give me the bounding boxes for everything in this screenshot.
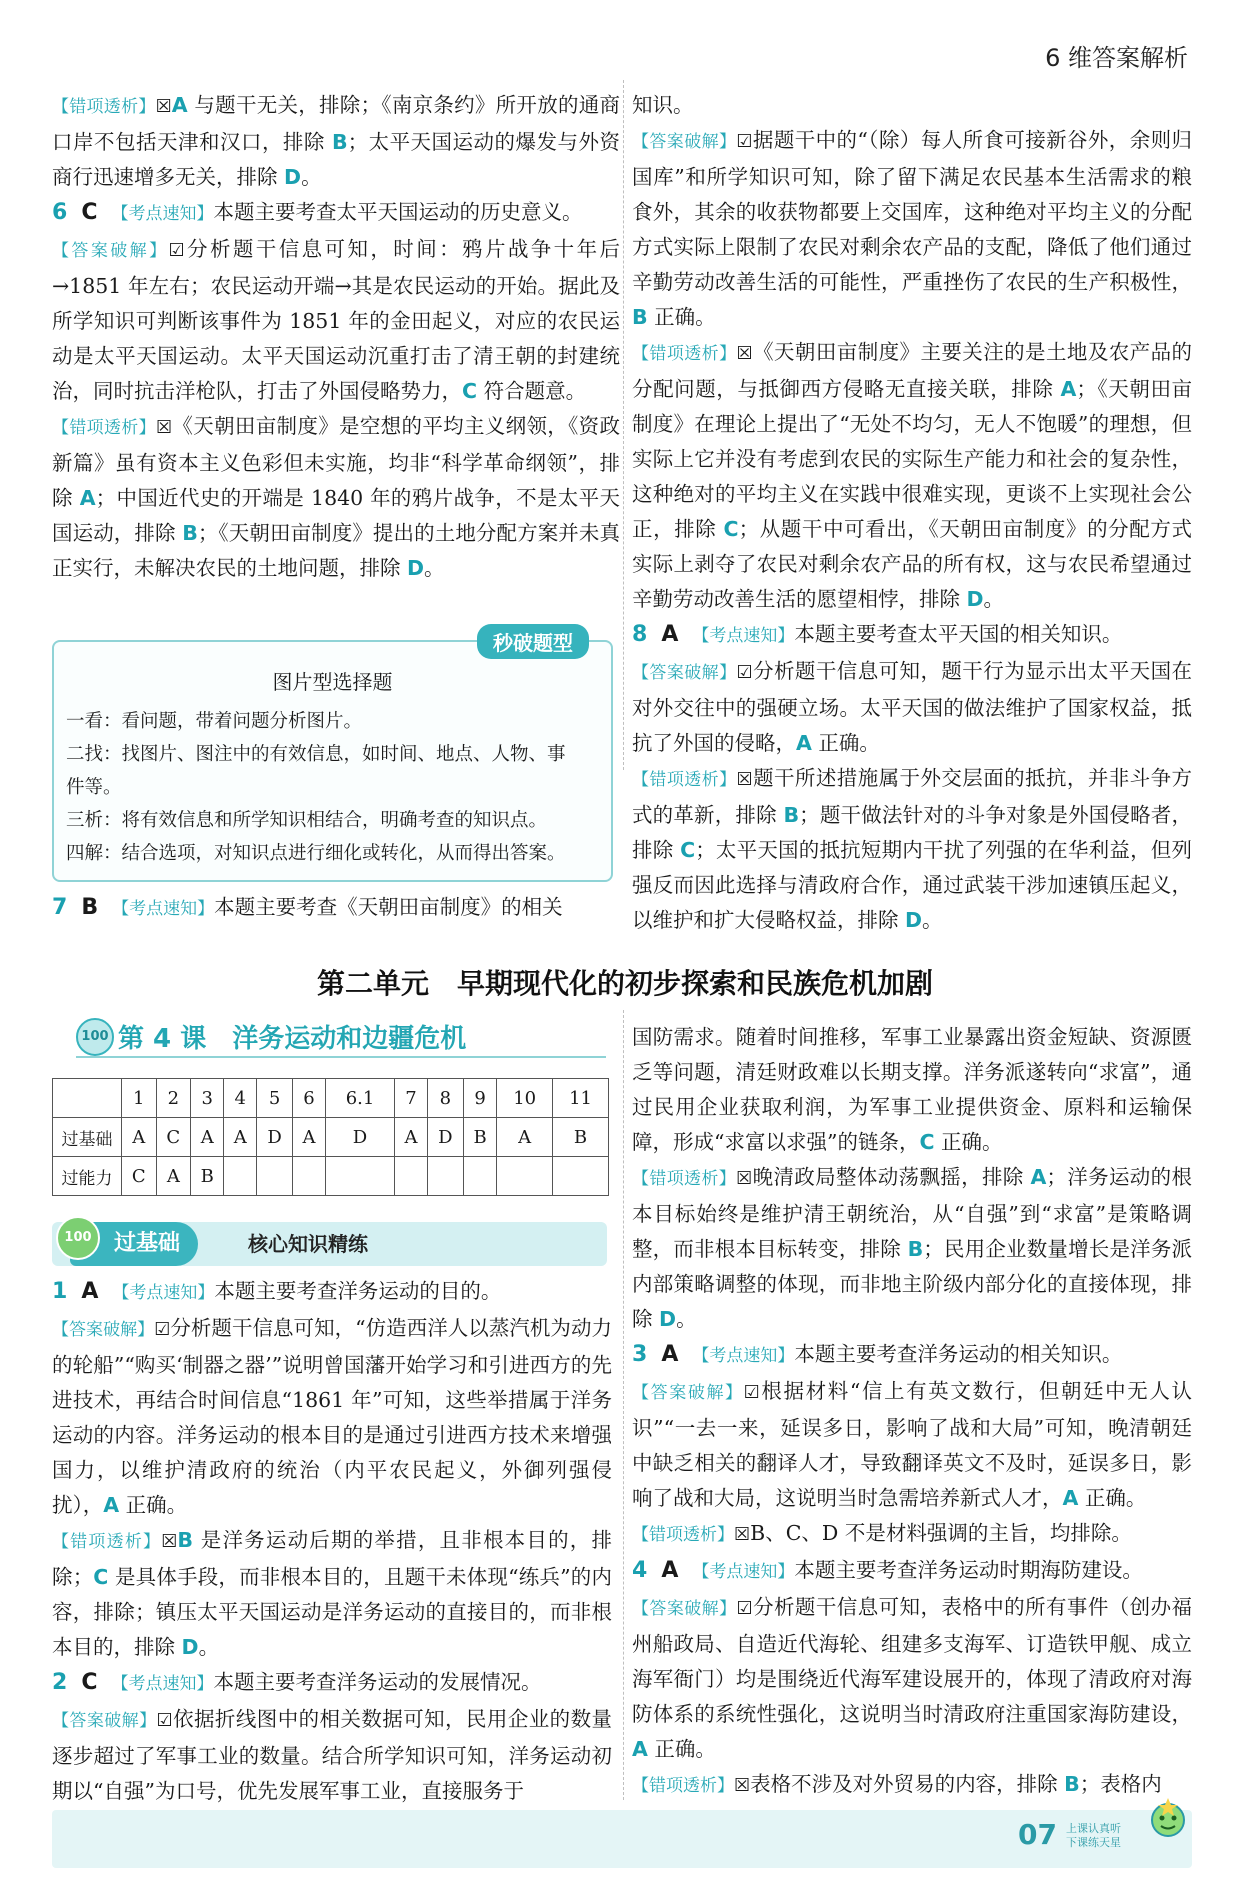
question-number: 2 <box>52 1670 68 1695</box>
q7-continuation: 知识。 <box>632 93 694 117</box>
question-number: 6 <box>52 200 68 225</box>
section-icon: 100 <box>56 1216 100 1260</box>
mascot-icon <box>1146 1796 1190 1840</box>
q5-wrong-analysis: 【错项透析】☒A 与题干无关，排除；《南京条约》所开放的通商口岸不包括天津和汉口，排除 B；太平天国运动的爆发与外资商行迅速增多无关，排除 D。 <box>52 93 621 189</box>
q2-header: 2 C 【考点速知】本题主要考查洋务运动的发展情况。 <box>52 1670 542 1695</box>
table-row <box>53 1157 609 1196</box>
lesson-icon: 100 <box>76 1018 114 1056</box>
question-answer: C <box>81 1670 98 1695</box>
wrong-analysis-tag: 【错项透析】 <box>52 97 156 117</box>
question-number: 7 <box>52 895 68 920</box>
tip-line: 一看：看问题，带着问题分析图片。 <box>66 711 363 732</box>
column-divider <box>623 1010 624 1800</box>
left-column-top <box>52 88 620 586</box>
table-header-cell <box>53 1079 122 1118</box>
cross-icon: ☒ <box>155 96 172 117</box>
wrong-analysis-tag: 【错项透析】 <box>52 1532 162 1552</box>
table-cell: D <box>427 1118 463 1157</box>
check-icon: ☑ <box>156 1710 173 1731</box>
answer-analysis-tag: 【答案破解】 <box>52 1320 155 1340</box>
table-cell: A <box>497 1118 553 1157</box>
footer-slogan: 上课认真听 下课练天星 <box>1066 1822 1121 1849</box>
table-cell: B <box>191 1157 224 1196</box>
table-header-cell: 5 <box>257 1079 293 1118</box>
table-cell: A <box>122 1118 157 1157</box>
table-header-cell: 4 <box>224 1079 257 1118</box>
q7-header: 7 B 【考点速知】本题主要考查《天朝田亩制度》的相关 <box>52 895 563 920</box>
table-cell: A <box>156 1157 191 1196</box>
question-answer: A <box>661 1558 679 1583</box>
tip-line: 件等。 <box>66 777 122 798</box>
table-header-cell: 6.1 <box>325 1079 394 1118</box>
q7-wrong-analysis: 【错项透析】☒《天朝田亩制度》主要关注的是土地及农产品的分配问题，与抵御西方侵略无直接关联，排除 A；《天朝田亩制度》在理论上提出了“无处不均匀，无人不饱暖”的理想，但实际上它并没有考虑到农民的实际生产能力和社会的复杂性，这种绝对的平均主义在实践中很难实现，更谈不上实现社会公正，排除 C；从题干中可看出，《天朝田亩制度》的分配方式实际上剥夺了农民对剩余农产品的所有权，这与农民希望通过辛勤劳动改善生活的愿望相悖，排除 D。 <box>632 340 1193 611</box>
q2-wrong-analysis: 【错项透析】☒晚清政局整体动荡飘摇，排除 A；洋务运动的根本目标始终是维护清王朝统治，从“自强”到“求富”是策略调整，而非根本目标转变，排除 B；民用企业数量增长是洋务派内部策略调整的体现，而非地主阶级内部分化的直接体现，排除 D。 <box>632 1165 1193 1331</box>
q4-wrong-analysis: 【错项透析】☒表格不涉及对外贸易的内容，排除 B；表格内 <box>632 1772 1162 1796</box>
table-row-label: 过能力 <box>53 1157 122 1196</box>
table-header-cell: 11 <box>553 1079 609 1118</box>
question-number: 4 <box>632 1558 648 1583</box>
q1-answer-analysis: 【答案破解】☑分析题干信息可知，“仿造西洋人以蒸汽机为动力的轮船”“购买‘制器之器’”说明曾国藩开始学习和引进西方的先进技术，再结合时间信息“1861 年”可知，这些举措属于洋务运动的内容。洋务运动的根本目的是通过引进西方技术来增强国力，以维护清政府的统治（内平农民起义，外御列强侵扰），A 正确。 <box>52 1316 612 1517</box>
table-cell <box>224 1157 257 1196</box>
check-icon: ☑ <box>736 1598 753 1619</box>
right-column-bottom <box>632 1020 1192 1804</box>
section-subtitle: 核心知识精练 <box>248 1232 368 1256</box>
tip-title: 图片型选择题 <box>272 670 393 694</box>
tip-line: 四解：结合选项，对知识点进行细化或转化，从而得出答案。 <box>66 843 566 864</box>
key-point-tag: 【考点速知】 <box>692 1562 795 1582</box>
check-icon: ☑ <box>736 662 753 683</box>
table-header-row <box>53 1079 609 1118</box>
table-cell: B <box>553 1118 609 1157</box>
cross-icon: ☒ <box>161 1531 178 1552</box>
q7-answer-analysis: 【答案破解】☑据题干中的“（除）每人所食可接新谷外，余则归国库”和所学知识可知，除了留下满足农民基本生活需求的粮食外，其余的收获物都要上交国库，这种绝对平均主义的分配方式实际上限制了农民对剩余农产品的支配，降低了他们通过辛勤劳动改善生活的可能性，严重挫伤了农民的生产积极性，B 正确。 <box>632 128 1193 329</box>
table-header-cell: 6 <box>293 1079 326 1118</box>
cross-icon: ☒ <box>736 1168 753 1189</box>
table-cell <box>325 1157 394 1196</box>
key-point-tag: 【考点速知】 <box>692 626 795 646</box>
check-icon: ☑ <box>743 1382 760 1403</box>
section-tag: 过基础 <box>70 1222 198 1266</box>
wrong-analysis-tag: 【错项透析】 <box>52 418 156 438</box>
cross-icon: ☒ <box>155 417 173 438</box>
table-cell: C <box>122 1157 157 1196</box>
table-cell <box>553 1157 609 1196</box>
table-header-cell: 3 <box>191 1079 224 1118</box>
check-icon: ☑ <box>154 1319 171 1340</box>
q8-header: 8 A 【考点速知】本题主要考查太平天国的相关知识。 <box>632 622 1123 647</box>
wrong-analysis-tag: 【错项透析】 <box>632 770 737 790</box>
table-cell: B <box>463 1118 496 1157</box>
question-number: 3 <box>632 1342 648 1367</box>
wrong-analysis-tag: 【错项透析】 <box>632 1776 734 1796</box>
q2-continuation: 国防需求。随着时间推移，军事工业暴露出资金短缺、资源匮乏等问题，清廷财政难以长期支撑。洋务派遂转向“求富”，通过民用企业获取利润，为军事工业提供资金、原料和运输保障，形成“求富以求强”的链条，C 正确。 <box>632 1025 1192 1154</box>
table-cell <box>257 1157 293 1196</box>
question-answer: C <box>81 200 98 225</box>
table-cell: D <box>325 1118 394 1157</box>
tip-line: 二找：找图片、图注中的有效信息，如时间、地点、人物、事 <box>66 744 566 765</box>
q6-answer-analysis: 【答案破解】☑分析题干信息可知，时间：鸦片战争十年后→1851 年左右；农民运动开端→其是农民运动的开始。据此及所学知识可判断该事件为 1851 年的金田起义，对应的农民运动是太平天国运动。太平天国运动沉重打击了清王朝的封建统治，同时抗击洋枪队，打击了外国侵略势力，C 符合题意。 <box>52 237 621 403</box>
q8-answer-analysis: 【答案破解】☑分析题干信息可知，题干行为显示出太平天国在对外交往中的强硬立场。太平天国的做法维护了国家权益，抵抗了外国的侵略，A 正确。 <box>632 659 1193 755</box>
cross-icon: ☒ <box>736 343 753 364</box>
q4-answer-analysis: 【答案破解】☑分析题干信息可知，表格中的所有事件（创办福州船政局、自造近代海轮、组建多支海军、订造铁甲舰、成立海军衙门）均是围绕近代海军建设展开的，体现了清政府对海防体系的系统性强化，这说明当时清政府注重国家海防建设，A 正确。 <box>632 1595 1193 1761</box>
wrong-analysis-tag: 【错项透析】 <box>632 1525 734 1545</box>
check-icon: ☑ <box>736 131 753 152</box>
key-point-tag: 【考点速知】 <box>111 204 214 224</box>
table-header-cell: 1 <box>122 1079 157 1118</box>
answer-analysis-tag: 【答案破解】 <box>632 1383 744 1403</box>
table-cell: C <box>156 1118 191 1157</box>
wrong-analysis-tag: 【错项透析】 <box>632 344 737 364</box>
question-answer: A <box>661 1342 679 1367</box>
q1-wrong-analysis: 【错项透析】☒B 是洋务运动后期的举措，且非根本目的，排除；C 是具体手段，而非根本目的，且题干未体现“练兵”的内容，排除；镇压太平天国运动是洋务运动的直接目的，而非根本目的，排除 D。 <box>52 1528 613 1659</box>
table-cell <box>293 1157 326 1196</box>
table-cell <box>497 1157 553 1196</box>
q6-wrong-analysis: 【错项透析】☒《天朝田亩制度》是空想的平均主义纲领，《资政新篇》虽有资本主义色彩但未实施，均非“科学革命纲领”，排除 A；中国近代史的开端是 1840 年的鸦片战争，不是太平天国运动，排除 B；《天朝田亩制度》提出的土地分配方案并未真正实行，未解决农民的土地问题，排除 D。 <box>52 414 620 580</box>
answer-analysis-tag: 【答案破解】 <box>632 1599 737 1619</box>
unit-title: 第二单元 早期现代化的初步探索和民族危机加剧 <box>316 967 933 1000</box>
right-column-top <box>632 88 1192 938</box>
table-row <box>53 1118 609 1157</box>
question-answer: B <box>81 895 99 920</box>
q1-header: 1 A 【考点速知】本题主要考查洋务运动的目的。 <box>52 1279 502 1304</box>
table-cell <box>427 1157 463 1196</box>
answer-table <box>52 1078 609 1196</box>
wrong-analysis-tag: 【错项透析】 <box>632 1169 737 1189</box>
table-cell: A <box>293 1118 326 1157</box>
q4-header: 4 A 【考点速知】本题主要考查洋务运动时期海防建设。 <box>632 1558 1143 1583</box>
cross-icon: ☒ <box>734 1524 751 1545</box>
page-header-title: 6 维答案解析 <box>1045 44 1188 72</box>
cross-icon: ☒ <box>734 1775 751 1796</box>
cross-icon: ☒ <box>736 769 753 790</box>
tip-line: 三析：将有效信息和所学知识相结合，明确考查的知识点。 <box>66 810 548 831</box>
answer-analysis-tag: 【答案破解】 <box>632 132 737 152</box>
table-header-cell: 10 <box>497 1079 553 1118</box>
answer-analysis-tag: 【答案破解】 <box>632 663 737 683</box>
tip-badge: 秒破题型 <box>477 624 589 659</box>
table-header-cell: 8 <box>427 1079 463 1118</box>
table-cell: A <box>395 1118 428 1157</box>
table-header-cell: 7 <box>395 1079 428 1118</box>
table-cell: A <box>224 1118 257 1157</box>
key-point-tag: 【考点速知】 <box>692 1346 795 1366</box>
question-number: 1 <box>52 1279 68 1304</box>
table-cell <box>395 1157 428 1196</box>
q8-wrong-analysis: 【错项透析】☒题干所述措施属于外交层面的抵抗，并非斗争方式的革新，排除 B；题干做法针对的斗争对象是外国侵略者，排除 C；太平天国的抵抗短期内干扰了列强的在华利益，但列强反而因此选择与清政府合作，通过武装干涉加速镇压起义，以维护和扩大侵略权益，排除 D。 <box>632 766 1193 932</box>
table-cell <box>463 1157 496 1196</box>
check-icon: ☑ <box>168 240 185 261</box>
q2-answer-analysis: 【答案破解】☑依据折线图中的相关数据可知，民用企业的数量逐步超过了军事工业的数量。结合所学知识可知，洋务运动初期以“自强”为口号，优先发展军事工业，直接服务于 <box>52 1707 613 1803</box>
table-cell: D <box>257 1118 293 1157</box>
left-column-bottom <box>52 1274 612 1809</box>
answer-analysis-tag: 【答案破解】 <box>52 1711 157 1731</box>
table-header-cell: 2 <box>156 1079 191 1118</box>
question-answer: A <box>661 622 679 647</box>
q3-wrong-analysis: 【错项透析】☒B、C、D 不是材料强调的主旨，均排除。 <box>632 1521 1132 1545</box>
column-divider <box>623 80 624 770</box>
q6-header: 6 C 【考点速知】本题主要考查太平天国运动的历史意义。 <box>52 200 583 225</box>
key-point-tag: 【考点速知】 <box>111 1674 214 1694</box>
tip-box <box>52 631 613 882</box>
table-header-cell: 9 <box>463 1079 496 1118</box>
q3-answer-analysis: 【答案破解】☑根据材料“信上有英文数行，但朝廷中无人认识”“一去一来，延误多日，影响了战和大局”可知，晚清朝廷中缺乏相关的翻译人才，导致翻译英文不及时，延误多日，影响了战和大局，这说明当时急需培养新式人才，A 正确。 <box>632 1379 1193 1510</box>
q3-header: 3 A 【考点速知】本题主要考查洋务运动的相关知识。 <box>632 1342 1123 1367</box>
key-point-tag: 【考点速知】 <box>112 1283 215 1303</box>
lesson-title: 第 4 课 洋务运动和边疆危机 <box>118 1024 467 1054</box>
question-answer: A <box>81 1279 99 1304</box>
page-number: 07 <box>1018 1818 1057 1851</box>
lesson-underline <box>76 1056 606 1058</box>
question-number: 8 <box>632 622 648 647</box>
key-point-tag: 【考点速知】 <box>112 899 215 919</box>
table-row-label: 过基础 <box>53 1118 122 1157</box>
answer-analysis-tag: 【答案破解】 <box>52 241 169 261</box>
table-cell: A <box>191 1118 224 1157</box>
